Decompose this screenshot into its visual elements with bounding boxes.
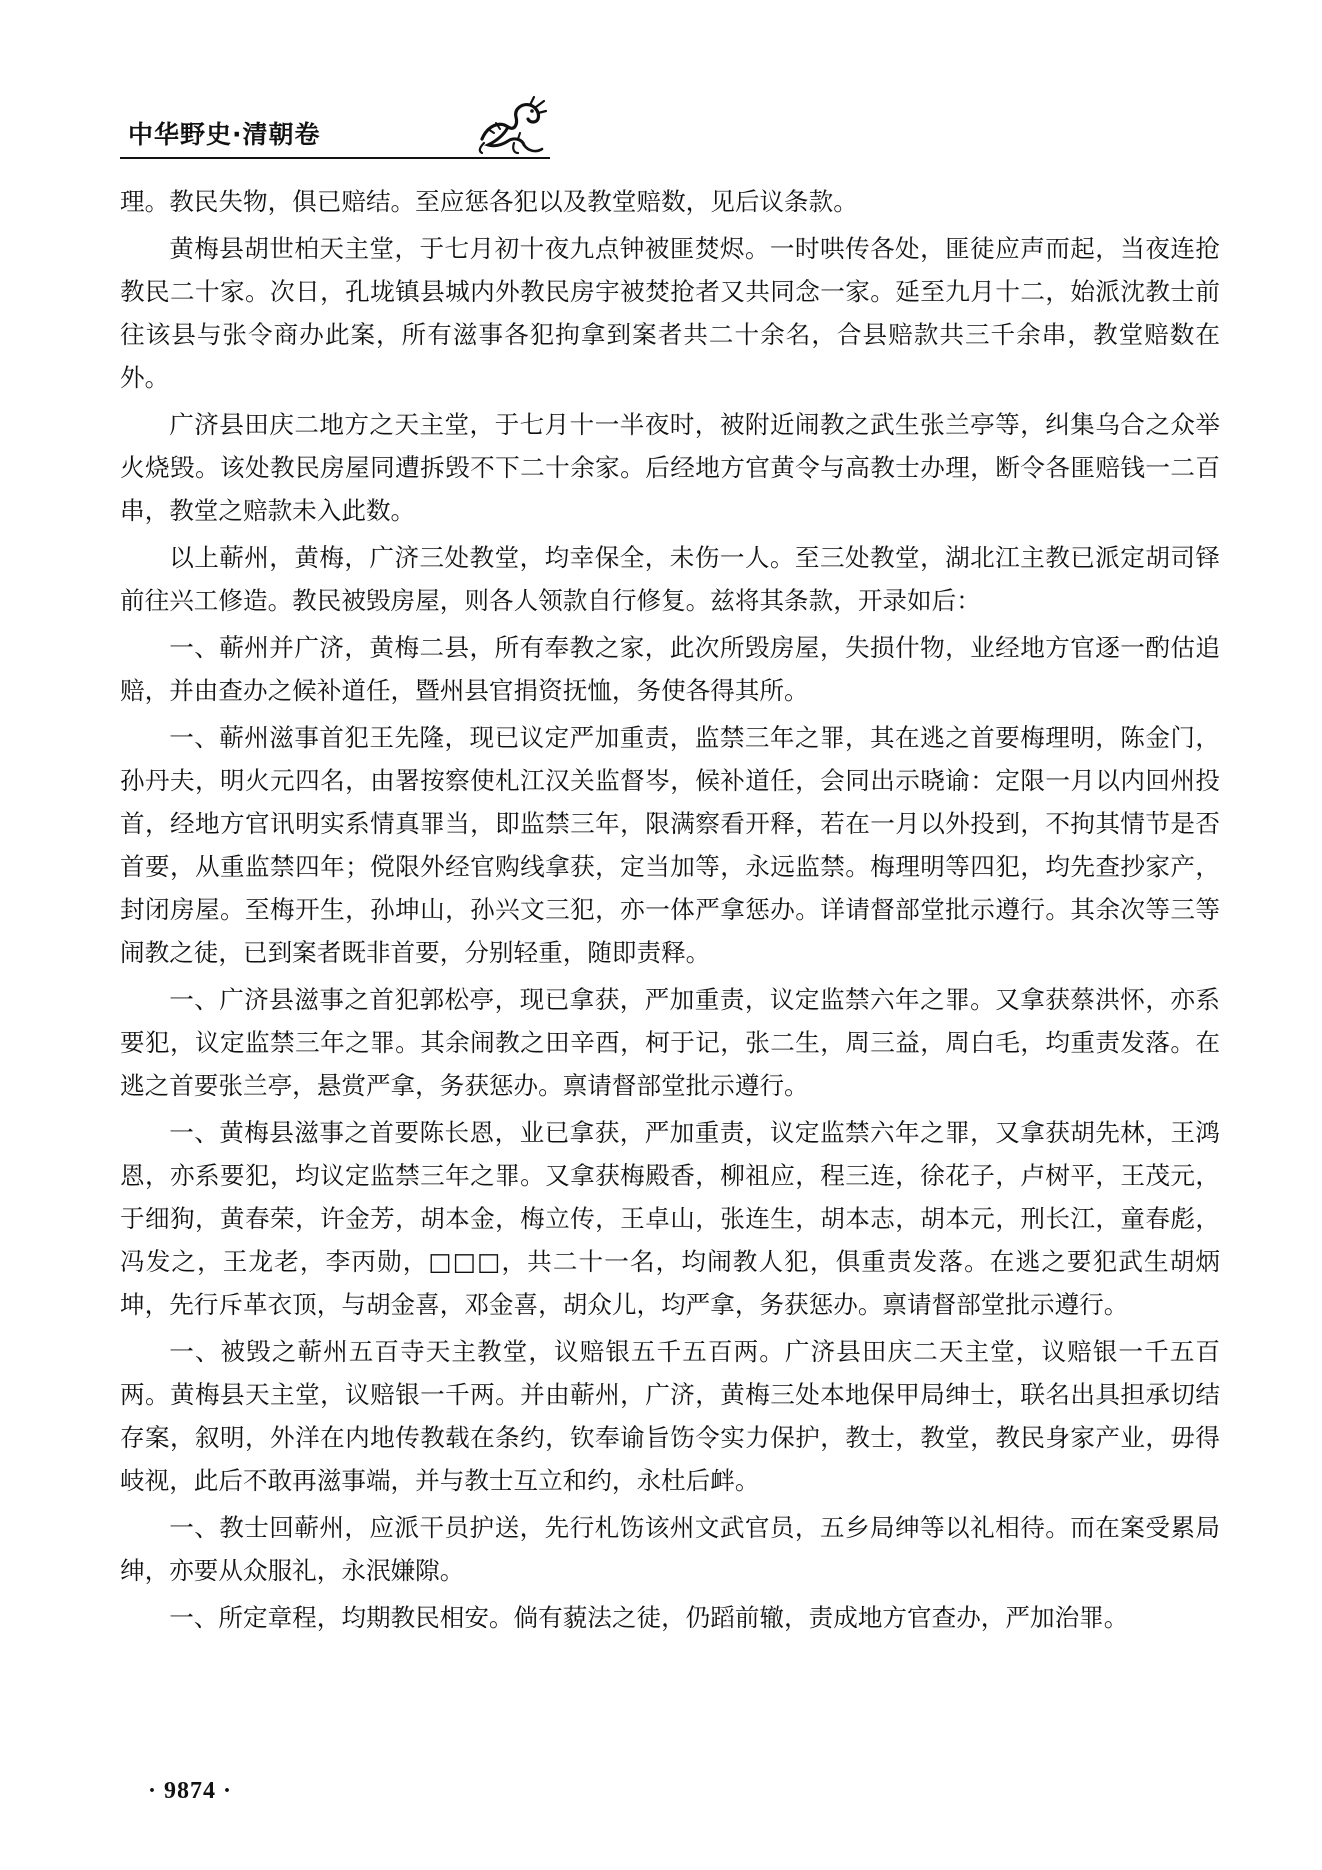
- paragraph: 一、蕲州并广济，黄梅二县，所有奉教之家，此次所毁房屋，失损什物，业经地方官逐一酌估追赔，并由查办之候补道任，暨州县官捐资抚恤，务使各得其所。: [120, 633, 1220, 705]
- paragraph: 理。教民失物，俱已赔结。至应惩各犯以及教堂赔数，见后议条款。: [120, 187, 858, 216]
- paragraph: 黄梅县胡世柏天主堂，于七月初十夜九点钟被匪焚烬。一时哄传各处，匪徒应声而起，当夜连抢教民二十家。次日，孔垅镇县城内外教民房宇被焚抢者又共同念一家。延至九月十二，始派沈教士前往该县与张令商办此案，所有滋事各犯拘拿到案者共二十余名，合县赔款共三千余串，教堂赔数在外。: [120, 234, 1220, 392]
- body-text: [120, 180, 1220, 1643]
- paragraph: 以上蕲州，黄梅，广济三处教堂，均幸保全，未伤一人。至三处教堂，湖北江主教已派定胡司铎前往兴工修造。教民被毁房屋，则各人领款自行修复。兹将其条款，开录如后：: [120, 543, 1220, 615]
- paragraph: 广济县田庆二地方之天主堂，于七月十一半夜时，被附近闹教之武生张兰亭等，纠集乌合之众举火烧毁。该处教民房屋同遭拆毁不下二十余家。后经地方官黄令与高教士办理，断令各匪赔钱一二百串，教堂之赔款未入此数。: [120, 410, 1220, 525]
- paragraph: 一、所定章程，均期教民相安。倘有藐法之徒，仍蹈前辙，责成地方官查办，严加治罪。: [169, 1603, 1129, 1632]
- paragraph: 一、广济县滋事之首犯郭松亭，现已拿获，严加重责，议定监禁六年之罪。又拿获蔡洪怀，亦系要犯，议定监禁三年之罪。其余闹教之田辛酉，柯于记，张二生，周三益，周白毛，均重责发落。在逃之首要张兰亭，悬赏严拿，务获惩办。禀请督部堂批示遵行。: [120, 985, 1220, 1100]
- page-number: · 9874 ·: [148, 1778, 233, 1804]
- book-title: 中华野史·清朝卷: [128, 120, 321, 149]
- paragraph: 一、被毁之蕲州五百寺天主教堂，议赔银五千五百两。广济县田庆二天主堂，议赔银一千五百两。黄梅县天主堂，议赔银一千两。并由蕲州，广济，黄梅三处本地保甲局绅士，联名出具担承切结存案，叙明，外洋在内地传教载在条约，钦奉谕旨饬令实力保护，教士，教堂，教民身家产业，毋得岐视，此后不敢再滋事端，并与教士互立和约，永杜后衅。: [120, 1337, 1220, 1495]
- paragraph: 一、蕲州滋事首犯王先隆，现已议定严加重责，监禁三年之罪，其在逃之首要梅理明，陈金门，孙丹夫，明火元四名，由署按察使札江汉关监督岑，候补道任，会同出示晓谕：定限一月以内回州投首，经地方官讯明实系情真罪当，即监禁三年，限满察看开释，若在一月以外投到，不拘其情节是否首要，从重监禁四年；傥限外经官购线拿获，定当加等，永远监禁。梅理明等四犯，均先查抄家产，封闭房屋。至梅开生，孙坤山，孙兴文三犯，亦一体严拿惩办。详请督部堂批示遵行。其余次等三等闹教之徒，已到案者既非首要，分别轻重，随即责释。: [120, 723, 1220, 967]
- paragraph: 一、教士回蕲州，应派干员护送，先行札饬该州文武官员，五乡局绅等以礼相待。而在案受累局绅，亦要从众服礼，永泯嫌隙。: [120, 1513, 1220, 1585]
- paragraph: 一、黄梅县滋事之首要陈长恩，业已拿获，严加重责，议定监禁六年之罪，又拿获胡先林，王鸿恩，亦系要犯，均议定监禁三年之罪。又拿获梅殿香，柳祖应，程三连，徐花子，卢树平，王茂元，于细狗，黄春荣，许金芳，胡本金，梅立传，王卓山，张连生，胡本志，胡本元，刑长江，童春彪，冯发之，王龙老，李丙勋，□□□，共二十一名，均闹教人犯，俱重责发落。在逃之要犯武生胡炳坤，先行斥革衣顶，与胡金喜，邓金喜，胡众儿，均严拿，务获惩办。禀请督部堂批示遵行。: [120, 1118, 1220, 1319]
- page-header: [120, 95, 550, 165]
- header-divider: [120, 157, 550, 159]
- dragon-emblem-icon: [474, 95, 550, 157]
